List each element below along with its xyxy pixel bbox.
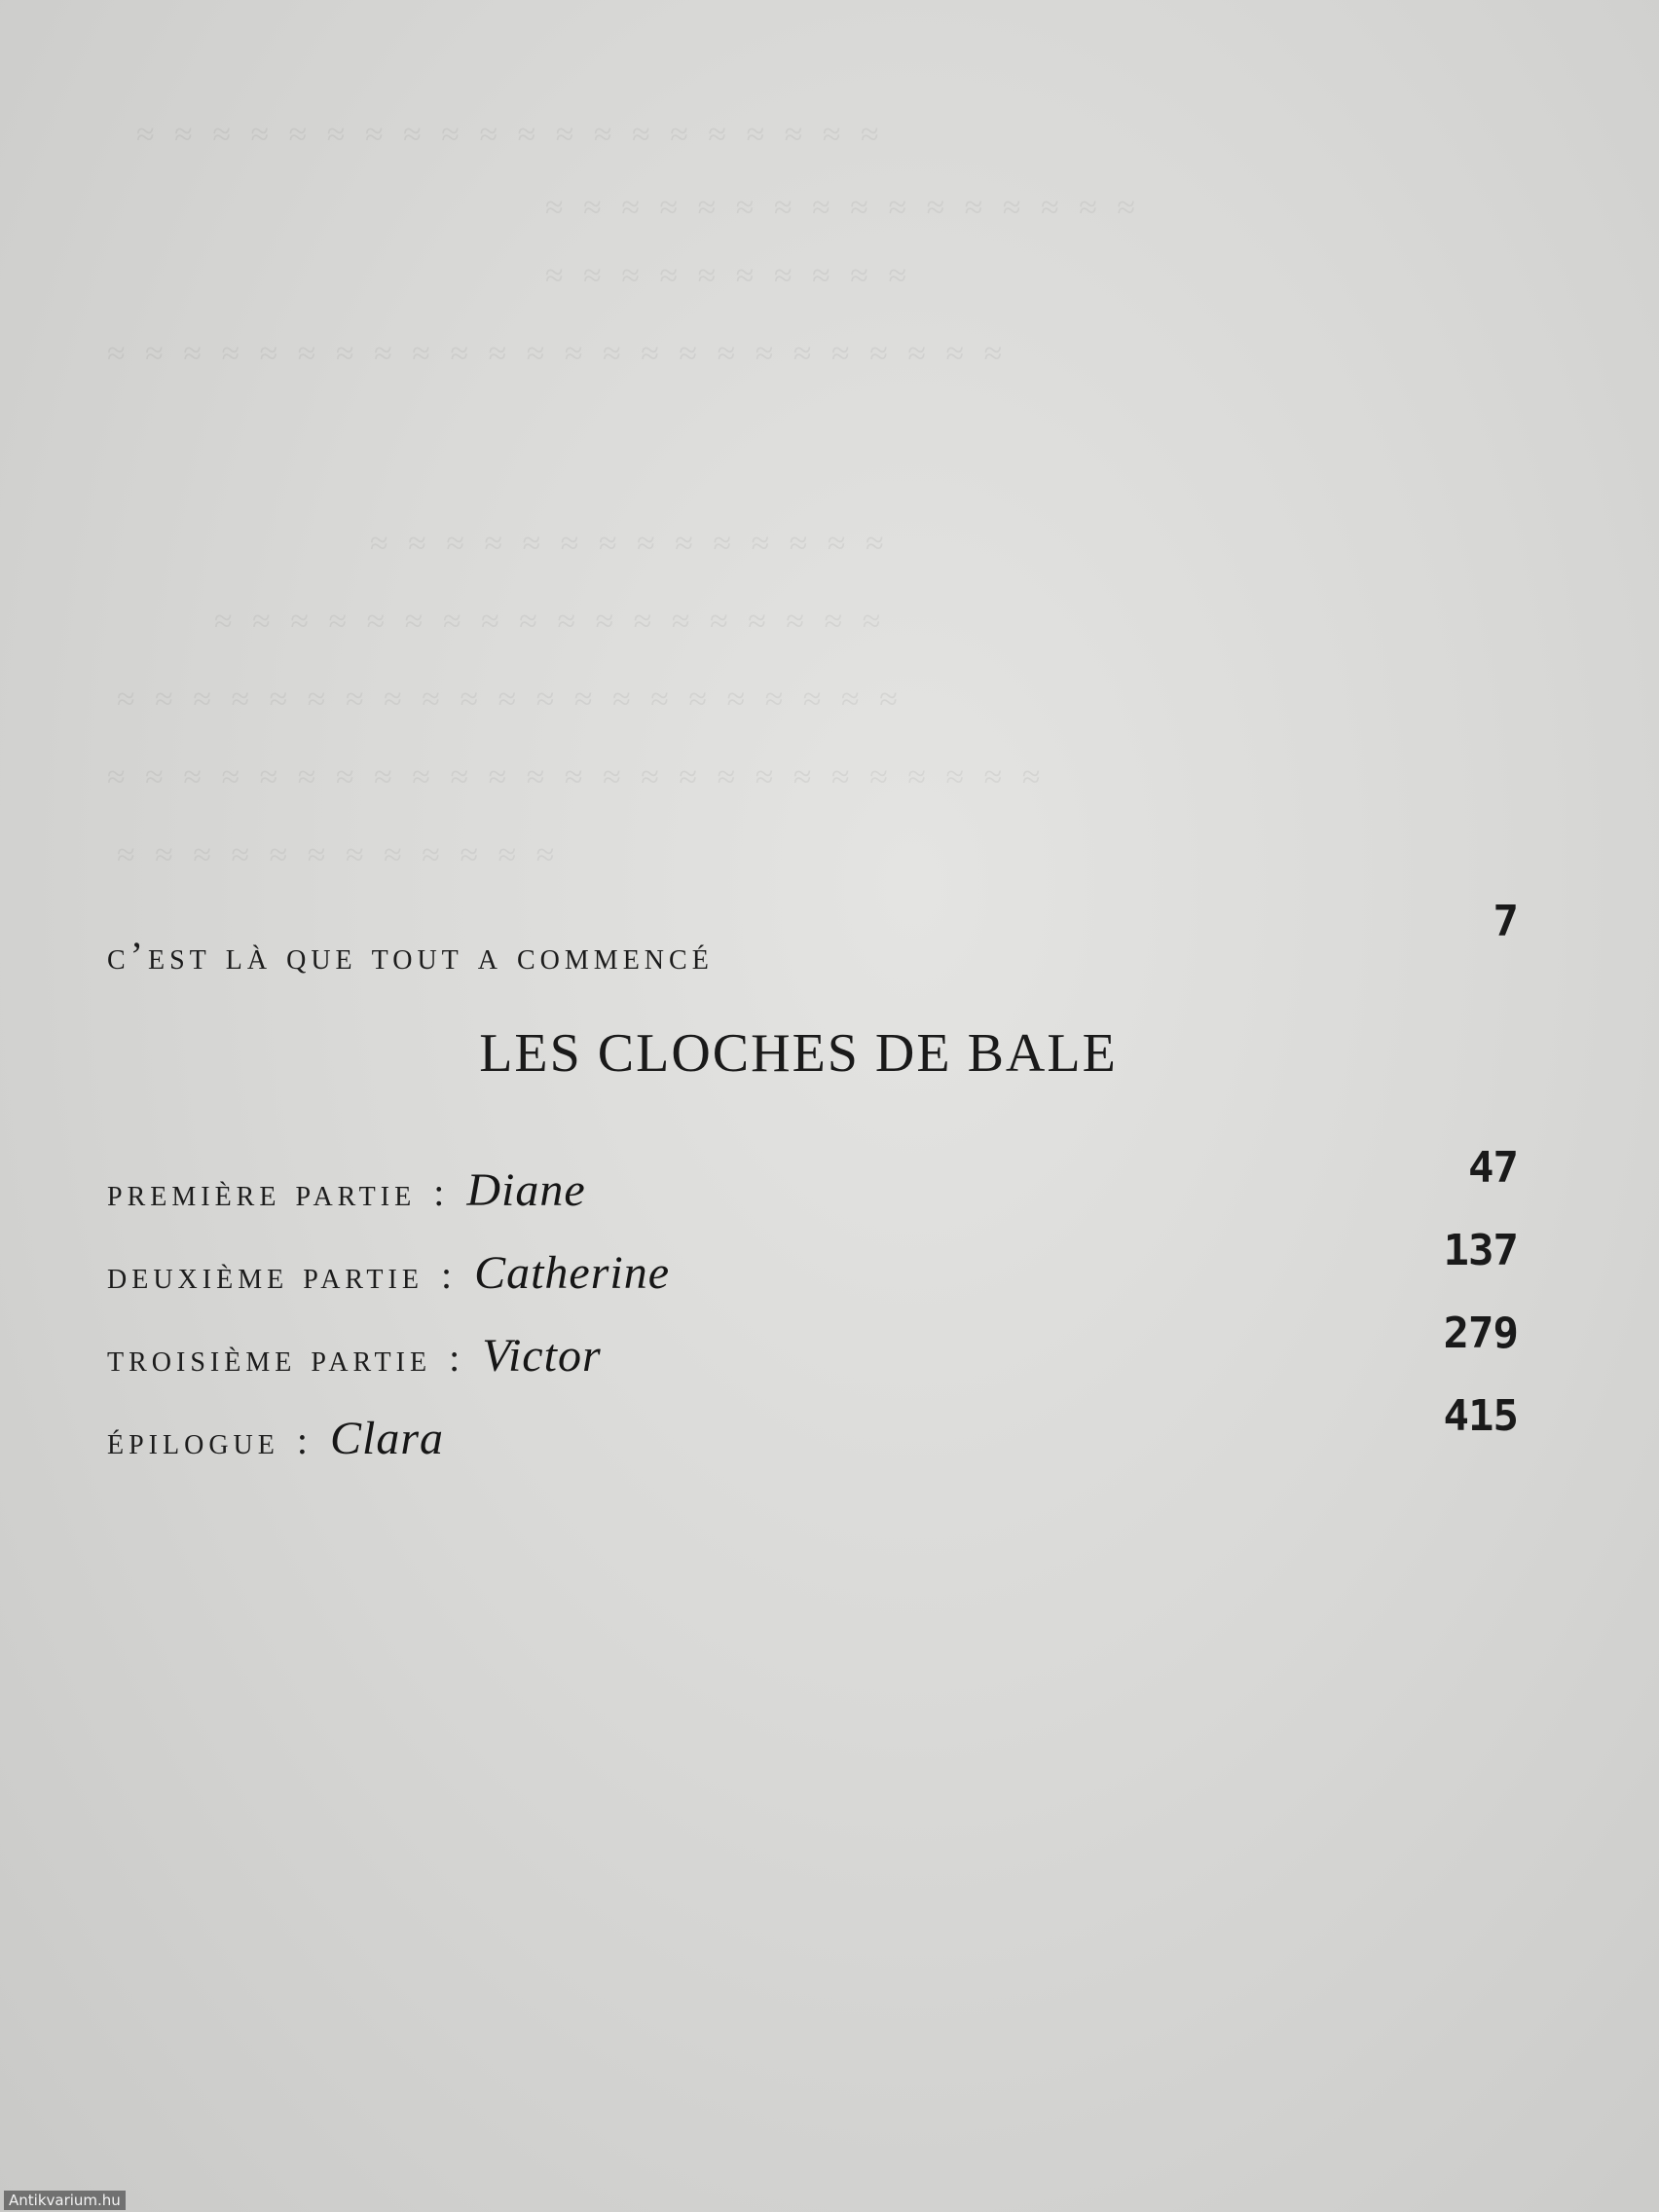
show-through-text: ≈ ≈ ≈ ≈ ≈ ≈ ≈ ≈ ≈ ≈ ≈ ≈ ≈ ≈ ≈ ≈ ≈ ≈ ≈ ≈ ≈ ≈ ≈ ≈ <box>107 336 1009 372</box>
part-name: Diane <box>466 1164 586 1216</box>
toc-page-number: 47 <box>1468 1143 1518 1193</box>
toc-page-number: 415 <box>1443 1391 1518 1441</box>
show-through-text: ≈ ≈ ≈ ≈ ≈ ≈ ≈ ≈ ≈ ≈ ≈ ≈ ≈ ≈ ≈ ≈ ≈ ≈ <box>214 604 887 640</box>
toc-entry-intro <box>107 897 1518 978</box>
colon: : <box>449 1336 465 1380</box>
toc-entry <box>107 1309 1518 1382</box>
part-name: Clara <box>330 1413 445 1464</box>
toc-entry-label: c’est là que tout a commencé <box>107 934 714 977</box>
colon: : <box>440 1253 458 1297</box>
toc-entry <box>107 1391 1518 1465</box>
toc-entry <box>107 1143 1518 1217</box>
show-through-text: ≈ ≈ ≈ ≈ ≈ ≈ ≈ ≈ ≈ ≈ ≈ ≈ ≈ ≈ ≈ ≈ ≈ ≈ ≈ ≈ ≈ <box>117 682 903 718</box>
part-label: deuxième partie <box>107 1253 424 1297</box>
toc-page-number: 137 <box>1443 1226 1518 1275</box>
part-label: troisième partie <box>107 1336 432 1380</box>
watermark: Antikvarium.hu <box>4 2191 126 2210</box>
part-name: Catherine <box>474 1247 671 1299</box>
toc-entry-label <box>107 1246 670 1300</box>
colon: : <box>433 1170 450 1214</box>
show-through-text: ≈ ≈ ≈ ≈ ≈ ≈ ≈ ≈ ≈ ≈ <box>545 258 913 294</box>
part-name: Victor <box>482 1330 602 1382</box>
part-label: première partie <box>107 1170 417 1214</box>
show-through-text: ≈ ≈ ≈ ≈ ≈ ≈ ≈ ≈ ≈ ≈ ≈ ≈ <box>117 837 561 873</box>
colon: : <box>296 1419 313 1462</box>
toc-entry-label <box>107 1329 602 1382</box>
toc-entry-label <box>107 1163 586 1217</box>
toc-page-number: 7 <box>1493 897 1518 946</box>
show-through-text: ≈ ≈ ≈ ≈ ≈ ≈ ≈ ≈ ≈ ≈ ≈ ≈ ≈ ≈ <box>370 526 890 562</box>
section-title: LES CLOCHES DE BALE <box>479 1023 1118 1084</box>
toc-entry-label <box>107 1412 444 1465</box>
toc-page-number: 279 <box>1443 1309 1518 1358</box>
show-through-text: ≈ ≈ ≈ ≈ ≈ ≈ ≈ ≈ ≈ ≈ ≈ ≈ ≈ ≈ ≈ ≈ ≈ ≈ ≈ ≈ <box>136 117 885 153</box>
toc-entry <box>107 1226 1518 1300</box>
show-through-text: ≈ ≈ ≈ ≈ ≈ ≈ ≈ ≈ ≈ ≈ ≈ ≈ ≈ ≈ ≈ ≈ ≈ ≈ ≈ ≈ ≈ ≈ ≈ ≈ ≈ <box>107 759 1047 795</box>
part-label: épilogue <box>107 1419 279 1462</box>
show-through-text: ≈ ≈ ≈ ≈ ≈ ≈ ≈ ≈ ≈ ≈ ≈ ≈ ≈ ≈ ≈ ≈ <box>545 190 1142 226</box>
